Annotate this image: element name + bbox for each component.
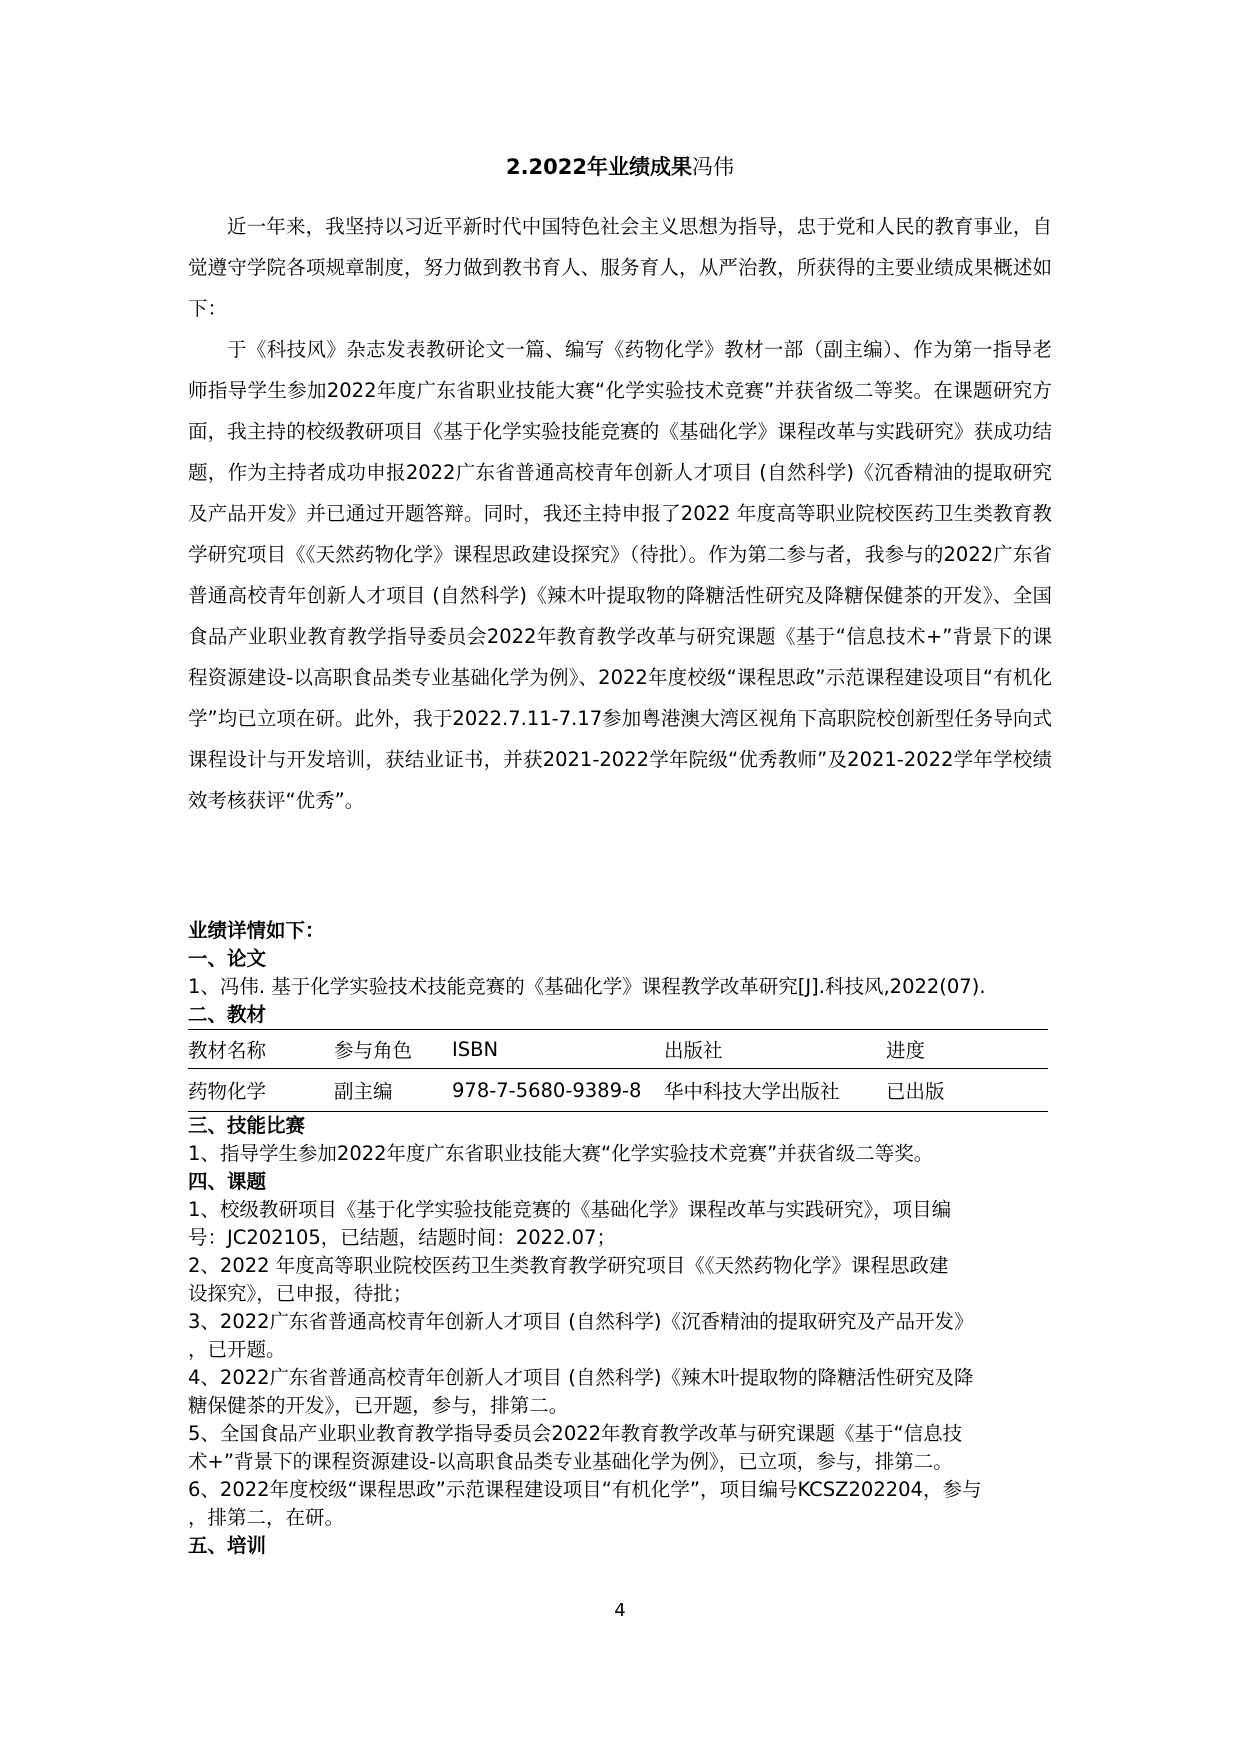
intro-paragraph-2: 于《科技风》杂志发表教研论文一篇、编写《药物化学》教材一部（副主编）、作为第一指导老师指导学生参加2022年度广东省职业技能大赛“化学实验技术竞赛”并获省级二等奖。在课题研究方面，我主持的校级教研项目《基于化学实验技能竞赛的《基础化学》课程改革与实践研究》获成功结题，作为主持者成功申报2022广东省普通高校青年创新人才项目 (自然科学)《沉香精油的提取研究及产品开发》并已通过开题答辩。同时，我还主持申报了2022 年度高等职业院校医药卫生类教育教学研究项目《《天然药物化学》课程思政建设探究》（待批）。作为第二参与者，我参与的2022广东省普通高校青年创新人才项目 (自然科学)《辣木叶提取物的降糖活性研究及降糖保健茶的开发》、全国食品产业职业教育教学指导委员会2022年教育教学改革与研究课题《基于“信息技术+”背景下的课程资源建设-以高职食品类专业基础化学为例》、2022年度校级“课程思政”示范课程建设项目“有机化学”均已立项在研。此外，我于2022.7.11-7.17参加粤港澳大湾区视角下高职院校创新型任务导向式课程设计与开发培训，获结业证书，并获2021-2022学年院级“优秀教师”及2021-2022学年学校绩效考核获评“优秀”。 (188, 338, 1052, 812)
project-line: 术+”背景下的课程资源建设-以高职食品类专业基础化学为例》，已立项，参与，排第二。 (188, 1450, 953, 1473)
column-header: 参与角色 (334, 1030, 452, 1069)
table-cell: 华中科技大学出版社 (664, 1069, 886, 1112)
section-competitions-heading: 三、技能比赛 (188, 1114, 306, 1137)
competition-item: 1、指导学生参加2022年度广东省职业技能大赛“化学实验技术竞赛”并获省级二等奖。 (188, 1142, 934, 1165)
column-header: ISBN (452, 1030, 664, 1069)
project-line: 1、校级教研项目《基于化学实验技能竞赛的《基础化学》课程改革与实践研究》，项目编 (188, 1198, 952, 1221)
column-header: 教材名称 (188, 1030, 334, 1069)
project-line: ，已开题。 (188, 1338, 286, 1361)
column-header: 出版社 (664, 1030, 886, 1069)
section-textbooks-heading: 二、教材 (188, 1003, 267, 1026)
table-cell: 药物化学 (188, 1069, 334, 1112)
project-line: 糖保健茶的开发》，已开题，参与，排第二。 (188, 1394, 569, 1417)
project-line: 6、2022年度校级“课程思政”示范课程建设项目“有机化学”，项目编号KCSZ202204，参与 (188, 1478, 982, 1501)
project-line: 4、2022广东省普通高校青年创新人才项目 (自然科学)《辣木叶提取物的降糖活性研究及降 (188, 1366, 974, 1389)
column-header: 进度 (886, 1030, 1048, 1069)
project-line: 2、2022 年度高等职业院校医药卫生类教育教学研究项目《《天然药物化学》课程思政建 (188, 1254, 949, 1277)
textbook-table (188, 1029, 1048, 1112)
project-line: 号：JC202105，已结题，结题时间：2022.07； (188, 1226, 616, 1249)
project-line: 3、2022广东省普通高校青年创新人才项目 (自然科学)《沉香精油的提取研究及产品开发》 (188, 1310, 974, 1333)
title-main: 2.2022年业绩成果 (505, 155, 693, 179)
project-line: ，排第二，在研。 (188, 1506, 345, 1529)
details-section (188, 917, 1056, 1560)
table-cell: 副主编 (334, 1069, 452, 1112)
paper-item: 1、冯伟. 基于化学实验技术技能竞赛的《基础化学》课程教学改革研究[J].科技风,2022(07). (188, 975, 986, 998)
project-line: 设探究》，已申报，待批； (188, 1282, 413, 1305)
section-training-heading: 五、培训 (188, 1534, 267, 1557)
project-line: 5、全国食品产业职业教育教学指导委员会2022年教育教学改革与研究课题《基于“信息技 (188, 1422, 963, 1445)
section-projects-heading: 四、课题 (188, 1170, 267, 1193)
title-author: 冯伟 (692, 155, 735, 179)
table-cell: 已出版 (886, 1069, 1048, 1112)
page-title (0, 152, 1240, 182)
section-papers-heading: 一、论文 (188, 947, 267, 970)
details-heading: 业绩详情如下： (188, 919, 325, 942)
table-header-row (188, 1030, 1048, 1069)
intro-paragraph-1: 近一年来，我坚持以习近平新时代中国特色社会主义思想为指导，忠于党和人民的教育事业，自觉遵守学院各项规章制度，努力做到教书育人、服务育人，从严治教，所获得的主要业绩成果概述如下： (188, 215, 1052, 320)
page-number: 4 (614, 1600, 626, 1621)
table-cell: 978-7-5680-9389-8 (452, 1069, 664, 1112)
table-row (188, 1069, 1048, 1112)
